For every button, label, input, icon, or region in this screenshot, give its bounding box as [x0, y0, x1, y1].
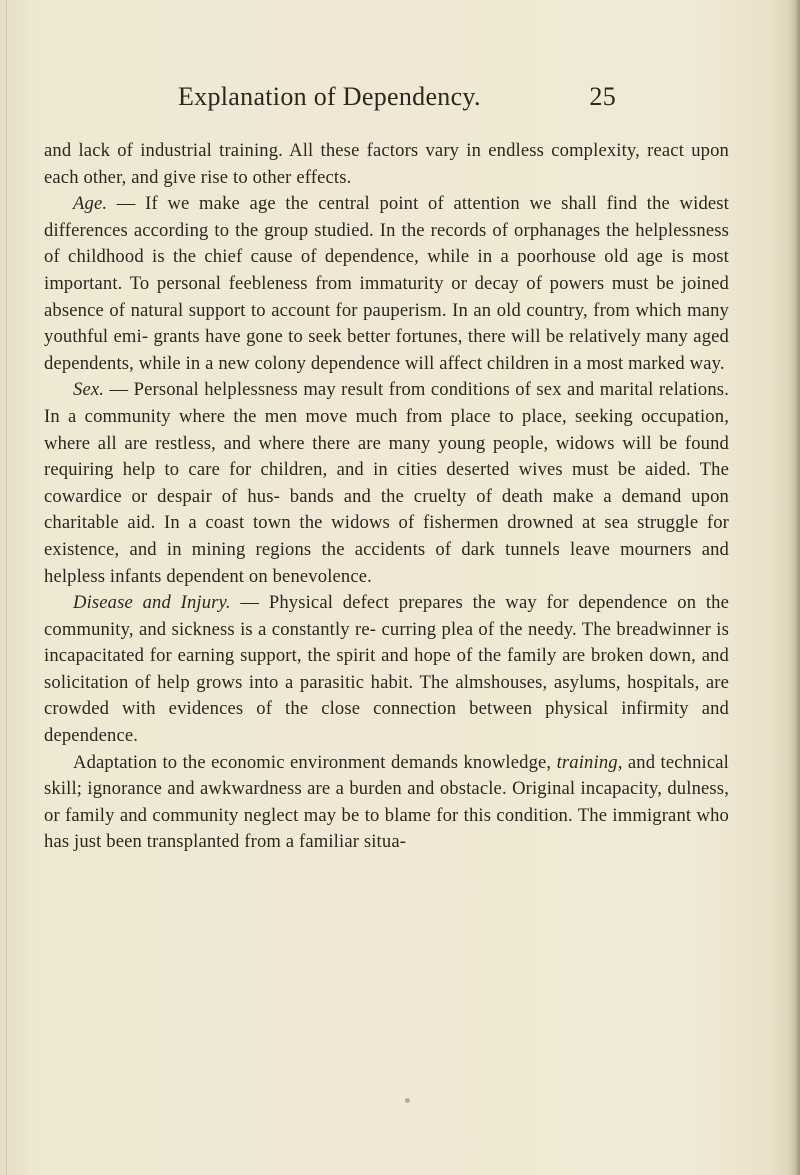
- paragraph-sex: [44, 377, 729, 590]
- paragraph-continued: [44, 138, 729, 191]
- topic-heading-disease: Disease and Injury.: [73, 592, 231, 614]
- paragraph-adaptation: [44, 750, 729, 856]
- page-number: 25: [589, 82, 616, 111]
- paragraph-disease: [44, 590, 729, 750]
- paragraph-text: — Physical defect prepares the way for dependence on the community, and sickness is a constantly re- curring plea of the needy. The breadwinner is incapacitated for earning support, the spirit and hope of the family are broken down, and solicitation of help grows into a parasitic habit. The almshouses, asylums, hospitals, are crowded with evidences of the close connection between physical infirmity and dependence.: [44, 592, 730, 747]
- paragraph-age: [44, 191, 729, 377]
- body-text: [44, 138, 729, 856]
- page-speck: [405, 1098, 410, 1103]
- topic-heading-age: Age.: [73, 193, 108, 215]
- paragraph-text: — If we make age the central point of attention we shall find the widest differences according to the group studied. In the records of orphanages the helplessness of childhood is the chief cause of dependence, while in a poorhouse old age is most important. To personal feebleness from immaturity or decay of powers must be joined absence of natural support to account for pauperism. In an old country, from which many youthful emi- grants have gone to seek better fortunes, there will be relatively many aged dependents, while in a new colony dependence will affect children in a most marked way.: [44, 193, 729, 374]
- page-right-edge: [788, 0, 800, 1175]
- paragraph-text: and lack of industrial training. All these factors vary in endless complexity, react upon each other, and give rise to other effects.: [44, 140, 729, 188]
- italic-word: training,: [556, 751, 623, 773]
- paragraph-text: and technical skill; ignorance and awkwardness are a burden and obstacle. Original incapacity, dulness, or family and community neglect may be to blame for this condition. The immigrant who has just been transplanted from a familiar situa-: [44, 751, 729, 853]
- page-left-edge: [6, 0, 7, 1175]
- running-head: Explanation of Dependency.: [178, 82, 481, 111]
- paragraph-text: Adaptation to the economic environment demands knowledge,: [73, 751, 557, 773]
- topic-heading-sex: Sex.: [73, 379, 105, 401]
- page-header: [178, 82, 618, 122]
- paragraph-text: — Personal helplessness may result from conditions of sex and marital relations. In a community where the men move much from place to place, seeking occupation, where all are restless, and where there are many young people, widows will be found requiring help to care for children, and in cities deserted wives must be aided. The cowardice or despair of hus- bands and the cruelty of death make a demand upon charitable aid. In a coast town the widows of fishermen drowned at sea struggle for existence, and in mining regions the accidents of dark tunnels leave mourners and helpless infants dependent on benevolence.: [44, 379, 729, 587]
